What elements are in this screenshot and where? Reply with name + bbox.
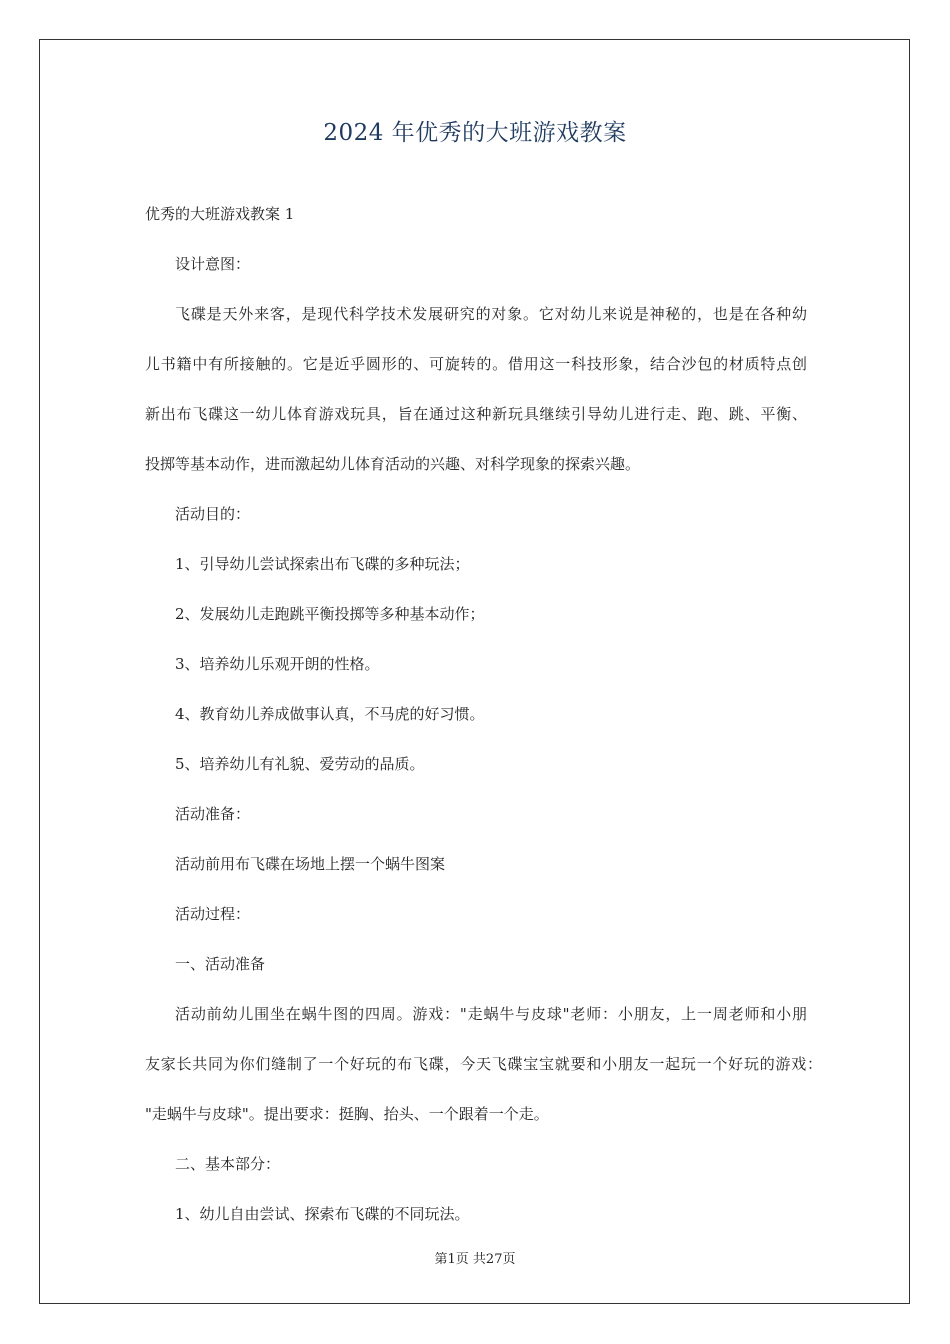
list-item: 3、培养幼儿乐观开朗的性格。: [175, 655, 380, 673]
paragraph-line: 一、活动准备: [175, 955, 266, 973]
paragraph-line: 二、基本部分：: [175, 1155, 281, 1173]
paragraph-line: 飞碟是天外来客，是现代科学技术发展研究的对象。它对幼儿来说是神秘的，也是在各种幼: [175, 305, 807, 323]
paragraph-line: 活动目的：: [175, 505, 251, 523]
document-title: 2024 年优秀的大班游戏教案: [323, 120, 627, 146]
paragraph-line: 儿书籍中有所接触的。它是近乎圆形的、可旋转的。借用这一科技形象，结合沙包的材质特点创: [145, 355, 807, 373]
list-item: 1、幼儿自由尝试、探索布飞碟的不同玩法。: [175, 1205, 470, 1223]
section-heading: 优秀的大班游戏教案 1: [145, 205, 295, 223]
paragraph-line: "走蜗牛与皮球"。提出要求：挺胸、抬头、一个跟着一个走。: [145, 1105, 549, 1123]
paragraph-line: 友家长共同为你们缝制了一个好玩的布飞碟，今天飞碟宝宝就要和小朋友一起玩一个好玩的游戏：: [145, 1055, 822, 1073]
paragraph-line: 活动前幼儿围坐在蜗牛图的四周。游戏："走蜗牛与皮球"老师：小朋友，上一周老师和小朋: [175, 1005, 807, 1023]
list-item: 5、培养幼儿有礼貌、爱劳动的品质。: [175, 755, 425, 773]
paragraph-line: 设计意图：: [175, 255, 251, 273]
paragraph-line: 活动过程：: [175, 905, 251, 923]
list-item: 1、引导幼儿尝试探索出布飞碟的多种玩法；: [175, 555, 470, 573]
page-number: 第1页 共27页: [434, 1252, 516, 1267]
list-item: 2、发展幼儿走跑跳平衡投掷等多种基本动作；: [175, 605, 485, 623]
paragraph-line: 活动前用布飞碟在场地上摆一个蜗牛图案: [175, 855, 446, 873]
list-item: 4、教育幼儿养成做事认真，不马虎的好习惯。: [175, 705, 485, 723]
paragraph-line: 活动准备：: [175, 805, 251, 823]
paragraph-line: 投掷等基本动作，进而激起幼儿体育活动的兴趣、对科学现象的探索兴趣。: [145, 455, 641, 473]
paragraph-line: 新出布飞碟这一幼儿体育游戏玩具，旨在通过这种新玩具继续引导幼儿进行走、跑、跳、平衡、: [145, 405, 807, 423]
